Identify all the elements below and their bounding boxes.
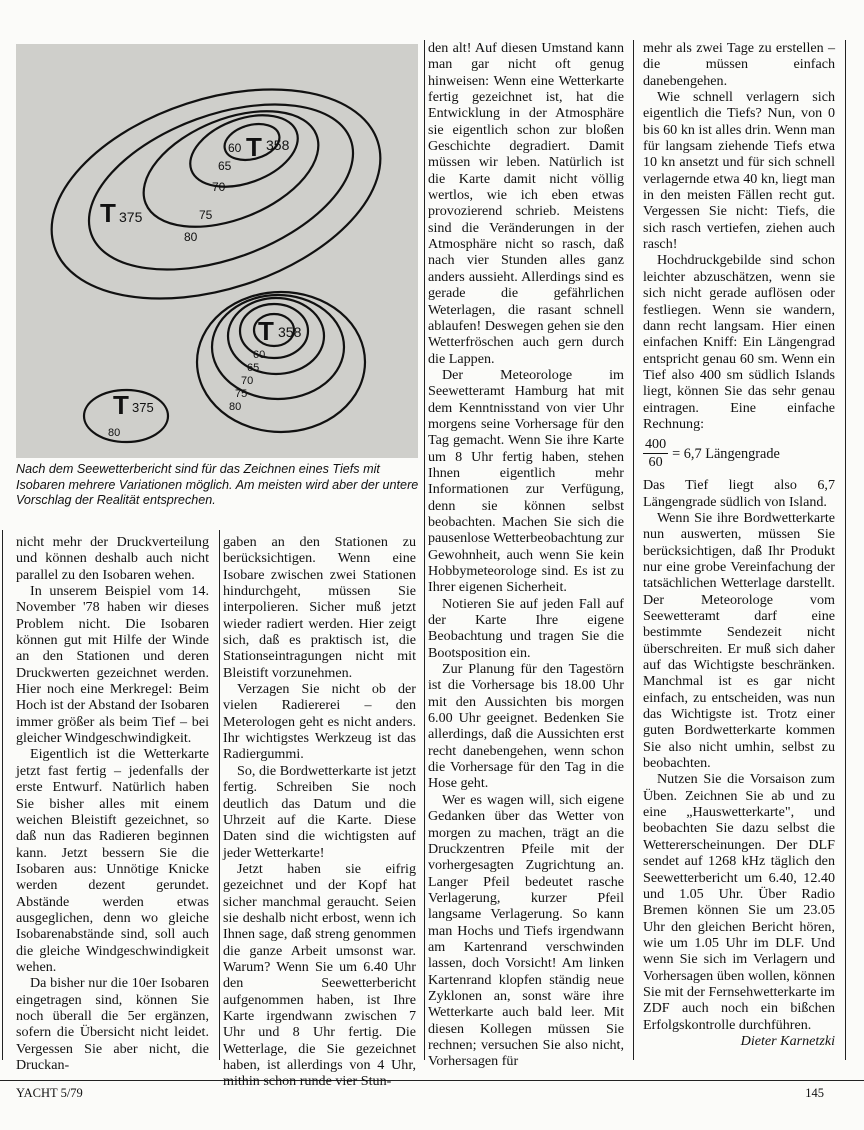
isobar-label: 80 — [229, 401, 242, 413]
column-1 — [16, 534, 209, 1073]
column-rule-left-edge — [2, 530, 3, 1060]
paragraph: Nutzen Sie die Vorsaison zum Üben. Zeichnen Sie ab und zu eine „Hauswetterkarte", und beobachten Sie dazu selbst die Wettererscheinungen. Der DLF sendet auf 1268 kHz täglich den Seewetterbericht um 6.40, 12.40 und 1.05 Uhr. Über Radio Bremen können Sie um 23.05 Uhr den gleichen Bericht hören, wie um 1.05 Uhr im DLF. Und wenn Sie sich im Verlagern und Vorhersagen üben wollen, können Sie mit der Fernsehwetterkarte im ZDF auch noch ein bißchen Erfolgskontrolle durchführen. — [643, 771, 835, 1033]
low-pressure-small: 375 — [132, 400, 154, 415]
formula-result: = 6,7 Längengrade — [672, 445, 780, 462]
formula-fraction — [643, 436, 668, 471]
paragraph: Wie schnell verlagern sich eigentlich die Tiefs? Nun, von 0 bis 60 kn ist alles drin. Wenn man für langsam ziehende Tiefs etwa 10 kn ansetzt und für sich schnell verlagernde etwa 40 kn, liegt man in den meisten Fällen recht gut. Vergessen Sie nicht: Tiefs, die sich rasch vertiefen, ziehen auch rasch! — [643, 89, 835, 253]
column-2 — [223, 534, 416, 1090]
column-rule-1 — [219, 530, 220, 1060]
isobar-sketch-drawing — [16, 44, 418, 458]
page-number: 145 — [805, 1086, 824, 1100]
low-pressure-west: 375 — [119, 209, 143, 225]
formula-numerator: 400 — [645, 436, 667, 453]
formula — [643, 436, 835, 471]
paragraph: Da bisher nur die 10er Isobaren eingetragen sind, können Sie noch überall die 5er ergänzen, sofern die Übersicht nicht leidet. Vergessen Sie aber nicht, die Druckan- — [16, 975, 209, 1073]
isobar-label: 70 — [241, 375, 254, 387]
upper-isobar-80 — [25, 51, 407, 337]
paragraph: Der Meteorologe im Seewetteramt Hamburg hat mit dem Kenntnisstand von vier Uhr morgens seine Vorhersage für den Tag gemacht. Wenn Sie ihre Karte um 8 Uhr fertig haben, stehen Ihnen eigentlich mehr Informationen zur Verfügung, denn sie können selbst beobachten. Machen Sie sich die pausenlose Wetterbeobachtung zur Gewohnheit, auch wenn Sie kein Hobbymeteorologe sind. Es ist zu Ihrer eigenen Sicherheit. — [428, 366, 624, 596]
lower-isobar-80 — [197, 292, 365, 432]
isobar-label: 60 — [253, 349, 266, 361]
low-symbol-upper: T — [246, 132, 262, 162]
footer-rule — [0, 1080, 864, 1081]
paragraph: Verzagen Sie nicht ob der vielen Radiererei – den Meterologen geht es nicht anders. Ihr wichtigstes Werkzeug ist das Radiergummi. — [223, 681, 416, 763]
lower-isobar-70 — [228, 298, 324, 374]
paragraph: Das Tief liegt also 6,7 Längengrade südlich von Island. — [643, 477, 835, 510]
paragraph: Notieren Sie auf jeden Fall auf der Karte Ihre eigene Beobachtung und tragen Sie die Bootsposition ein. — [428, 595, 624, 661]
paragraph: Eigentlich ist die Wetterkarte jetzt fast fertig – jedenfalls der erste Entwurf. Natürlich haben Sie bisher alles mit einem weichen Bleistift gezeichnet, so daß nun das Radieren beginnen kann. Jetzt bessern Sie die Isobaren aus: Unnötige Knicke werden dezent gerundet. Abstände werden etwas ausgeglichen, denn wo gleiche Isobarenabstände sind, soll auch die gleiche Windgeschwindigkeit wehen. — [16, 746, 209, 975]
isobar-label: 80 — [184, 230, 198, 244]
paragraph: Hochdruckgebilde sind schon leichter abzuschätzen, wenn sie sich nicht gerade auflösen oder festliegen. Wenn sie wandern, dann recht langsam. Hier einen einfachen Kniff: Ein Längengrad entspricht genau 60 sm. Wenn ein Tief also 400 sm südlich Islands liegt, können Sie das sehr genau eintragen. Eine einfache Rechnung: — [643, 252, 835, 432]
column-3 — [428, 40, 624, 1070]
isobar-label: 60 — [228, 141, 242, 155]
figure-caption: Nach dem Seewetterbericht sind für das Zeichnen eines Tiefs mit Isobaren mehrere Variationen möglich. Am meisten wird aber der untere Vorschlag der Realität entsprechen. — [16, 462, 419, 508]
isobar-label: 65 — [247, 362, 260, 374]
isobar-label: 70 — [212, 180, 226, 194]
column-rule-3 — [633, 40, 634, 1060]
paragraph: Wenn Sie ihre Bordwetterkarte nun auswerten, müssen Sie berücksichtigen, daß Ihr Produkt nur eine grobe Vereinfachung der tatsächlichen Wetterlage darstellt. Der Meteorologe vom Seewetteramt darf eine bestimmte Sendezeit nicht überschreiten. Er muß sich daher auf das Wichtigste beschränken. Manchmal ist es gar nicht einfach, zu entscheiden, was nun das Wichtigste ist. Trotz einer guten Bordwetterkarte kommen Sie also nicht umhin, selbst zu beobachten. — [643, 509, 835, 772]
isobar-label: 65 — [218, 159, 232, 173]
low-symbol-west: T — [100, 198, 116, 228]
isobar-label: 80 — [108, 427, 121, 439]
column-rule-2 — [424, 40, 425, 1060]
paragraph: nicht mehr der Druckverteilung und können deshalb auch nicht parallel zu den Isobaren wehen. — [16, 534, 209, 583]
paragraph: den alt! Auf diesen Umstand kann man gar nicht oft genug hinweisen: Wenn eine Wetterkarte fertig gezeichnet ist, hat die Entwicklung in der Atmosphäre sie eigentlich schon zur bloßen Geschichte degradiert. Damit müssen wir leben. Natürlich ist die Karte damit nicht völlig wertlos, wie ich eben etwas provozierend schrieb. Meistens sind die Veränderungen in der Atmosphäre nicht so rasch, daß nach vier Stunden alles ganz anders aussieht. Allerdings sind es gerade die gefährlichen Weterlagen, die rasant schnell ablaufen! Deswegen gehen sie den Wetterfröschen auch gern durch die Lappen. — [428, 40, 624, 367]
column-4 — [643, 40, 835, 1049]
low-symbol-small: T — [113, 390, 129, 420]
paragraph: Wer es wagen will, sich eigene Gedanken über das Wetter von morgen zu machen, trägt an die Druckzentren Pfeile mit der vorhergesagten Zugrichtung an. Langer Pfeil bedeutet rasche Verlagerung, kurzer Pfeil langsame Verlagerung. So kann man Hochs und Tiefs irgendwann am Kartenrand verschwinden lassen, doch Vorsicht! Am linken Kartenrand klopfen ständig neue Zyklonen an, sonst wäre ihre Wetterkarte auch bald leer. Mit diesen Kollegen müssen Sie rechnen; versuchen Sie also nicht, Vorhersagen für — [428, 791, 624, 1070]
paragraph: Zur Planung für den Tagestörn ist die Vorhersage bis 18.00 Uhr mit den Aussichten bis morgen 6.00 Uhr geeignet. Bedenken Sie allerdings, daß die Aussichten erst recht danebengehen, wenn schon die Vorhersage für den Tag in die Hose geht. — [428, 661, 624, 792]
low-pressure-upper: 358 — [266, 137, 290, 153]
lower-isobar-75 — [212, 295, 344, 399]
formula-denominator: 60 — [648, 454, 663, 471]
isobar-sketch-figure — [16, 44, 418, 458]
author-signature: Dieter Karnetzki — [740, 1032, 835, 1049]
footer-issue: YACHT 5/79 — [16, 1086, 83, 1100]
paragraph: Jetzt haben sie eifrig gezeichnet und der Kopf hat sicher manchmal geraucht. Seien sie deshalb nicht erbost, wenn ich Ihnen sage, daß streng genommen die ganze Arbeit umsonst war. Warum? Wenn Sie um 6.40 Uhr den Seewetterbericht aufgenommen haben, ist Ihre Karte irgendwann zwischen 7 Uhr und 8 Uhr fertig. Die Wetterlage, die Sie gezeichnet haben, ist allerdings von 4 Uhr, mithin schon runde vier Stun- — [223, 860, 416, 1090]
low-pressure-lower: 358 — [278, 324, 302, 340]
paragraph: In unserem Beispiel vom 14. November '78 haben wir dieses Problem nicht. Die Isobaren können gut mit Hilfe der Winde an den Stationen und deren Druckwerten gezeichnet werden. Hier noch eine Merkregel: Beim Hoch ist der Abstand der Isobaren immer größer als beim Tief – bei gleicher Windgeschwindigkeit. — [16, 583, 209, 747]
low-symbol-lower: T — [258, 316, 274, 346]
isobar-label: 75 — [235, 388, 248, 400]
isobar-label: 75 — [199, 208, 213, 222]
paragraph: mehr als zwei Tage zu erstellen – die müssen einfach danebengehen. — [643, 40, 835, 89]
paragraph: gaben an den Stationen zu berücksichtigen. Wenn eine Isobare zwischen zwei Stationen hindurchgeht, müssen Sie interpolieren. Sicher muß jetzt wieder radiert werden. Hier zeigt sich, daß es praktisch ist, die Stationseintragungen nicht mit Bleistift vorzunehmen. — [223, 534, 416, 681]
column-rule-right-edge — [845, 40, 846, 1060]
paragraph: So, die Bordwetterkarte ist jetzt fertig. Schreiben Sie noch deutlich das Datum und die Uhrzeit auf die Karte. Diese Daten sind die wichtigsten auf jeder Wetterkarte! — [223, 762, 416, 861]
